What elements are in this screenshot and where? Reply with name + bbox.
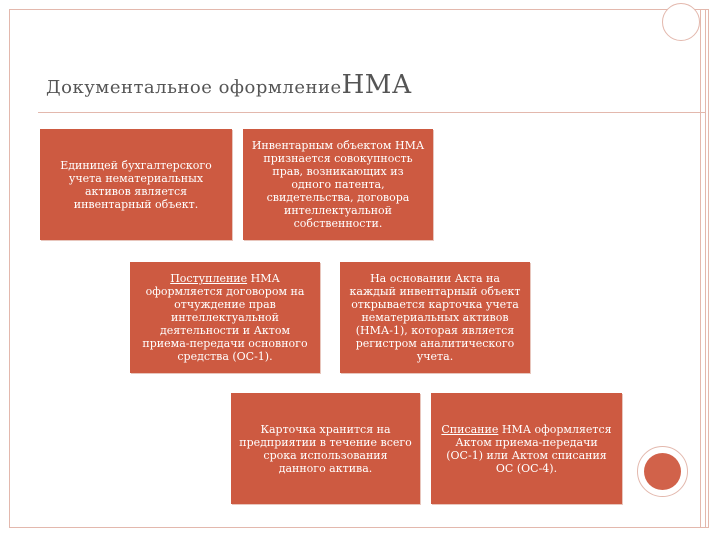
decorative-line <box>700 9 701 528</box>
info-box-receipt <box>130 262 320 373</box>
info-box-inventory-object <box>243 129 433 240</box>
info-box-rest: НМА оформляется договором на отчуждение прав интеллектуальной деятельности и Актом приема-передачи основного средства (ОС-1). <box>142 272 308 363</box>
info-box-card-storage <box>231 393 420 504</box>
slide-title-main: Документальное оформление <box>46 77 342 98</box>
underlined-term: Поступление <box>170 272 248 285</box>
info-box-text: Карточка хранится на предприятии в течение всего срока использования данного актива. <box>239 422 412 475</box>
info-box-text <box>138 272 312 363</box>
info-box-accounting-unit <box>40 129 232 240</box>
slide-title <box>46 70 412 100</box>
info-box-text: На основании Акта на каждый инвентарный объект открывается карточка учета нематериальных активов (НМА-1), которая является регистром аналитического учета. <box>349 272 521 363</box>
info-box-rest: НМА оформляется Актом приема-передачи (ОС-1) или Актом списания ОС (ОС-4). <box>446 422 612 475</box>
decorative-circle-bottom <box>637 446 688 497</box>
decorative-circle-top <box>662 3 700 41</box>
info-box-write-off <box>431 393 622 504</box>
info-box-text: Единицей бухгалтерского учета нематериальных активов является инвентарный объект. <box>60 158 212 211</box>
info-box-text <box>439 423 614 475</box>
underlined-term: Списание <box>441 422 499 436</box>
title-underline <box>38 112 705 113</box>
info-box-text: Инвентарным объектом НМА признается совокупность прав, возникающих из одного патента, свидетельства, договора интеллектуальной собственности. <box>251 139 425 230</box>
decorative-line <box>705 9 706 528</box>
slide-title-abbr: НМА <box>341 70 413 100</box>
info-box-inventory-card <box>340 262 530 373</box>
